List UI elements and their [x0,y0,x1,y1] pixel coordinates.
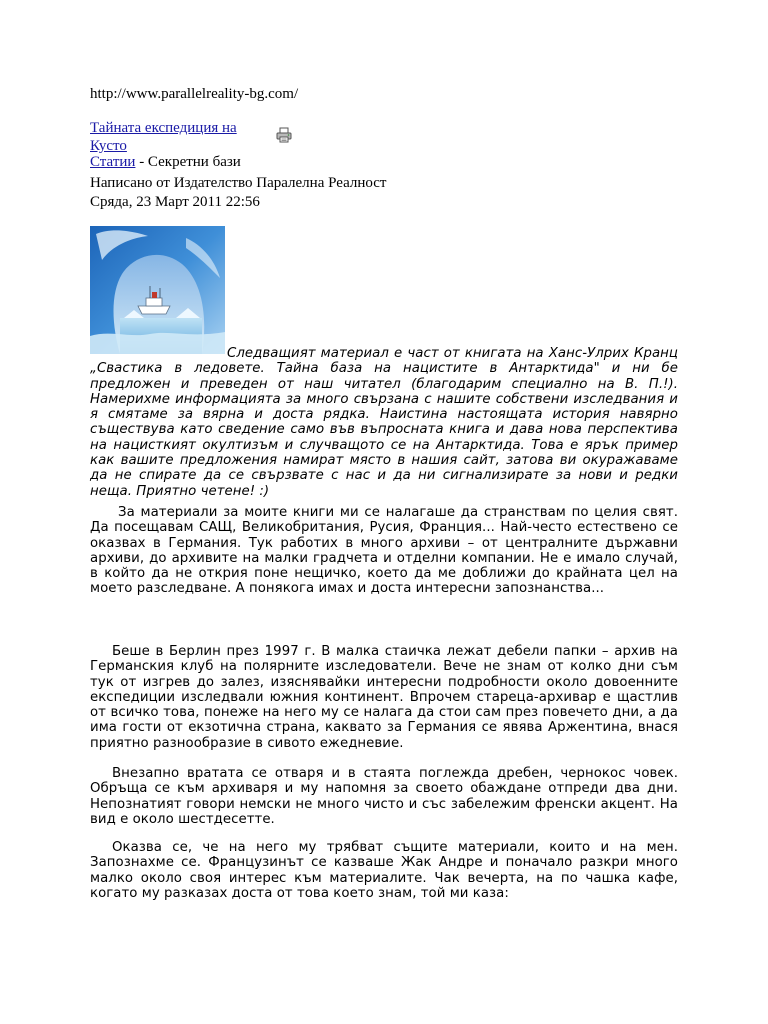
author-line: Написано от Издателство Паралелна Реалност [90,175,387,191]
category-line [90,153,241,171]
body-paragraph-3: Внезапно вратата се отваря и в стаята поглежда дребен, чернокос човек. Обръща се към архиваря и му напомня за своето обаждане отпреди два дни. Непознатият говори немски не много чисто и със забележим френски акцент. На вид е около шестдесетте. [90,766,678,827]
page-url: http://www.parallelreality-bg.com/ [90,86,299,102]
article-title-link[interactable]: Тайната експедиция на Кусто [90,120,237,154]
body-paragraph-1: За материали за моите книги ми се налагаше да странствам по целия свят. Да посещавам САЩ, Великобритания, Русия, Франция... Най-често естествено се оказвах в Германия. Тук работих в много архиви – от централните държавни архиви, до архивите на малки градчета и отделни компании. Не е имало случай, в който да не открия поне нещичко, което да ме доближи до крайната цел на моето разследване. А понякога имах и доста интересни запознанства... [90,505,678,597]
body-paragraph-4: Оказва се, че на него му трябват същите материали, които и на мен. Запознахме се. Французинът се казваше Жак Андре и поначало разкри много малко около своя интерес към материалите. Чак вечерта, на по чашка кафе, когато му разказах доста от това което знам, той ми каза: [90,840,678,901]
date-line: Сряда, 23 Март 2011 22:56 [90,194,260,210]
body-paragraph-2: Беше в Берлин през 1997 г. В малка стаичка лежат дебели папки – архив на Германския клуб на полярните изследователи. Вече не знам от колко дни съм тук от изгрев до залез, изяснявайки интересни подробности около довоенните експедиции изследвали южния континент. Впрочем старецa-архивар е щастлив от всичко това, понеже на него му се налага да стои сам през повечето дни, а да има гости от екзотична страна, каквато за Германия се явява Аржентина, внася приятно разнообразие в сивото ежедневие. [90,644,678,751]
category-link[interactable]: Статии [90,154,136,170]
category-subtitle: - Секретни бази [135,154,241,170]
ice-cave-ship-painting [90,226,225,354]
intro-paragraph: Следващият материал е част от книгата на Ханс-Улрих Кранц „Свастика в ледовете. Тайна база на нацистите в Антарктида" и ни бе предложен и преведен от наш читател (благодарим специално на В. П.!). Намерихме информацията за много свързана с нашите собствени изследвания и я смятаме за вярна и доста рядка. Наистина настоящата история навярно съществува като сведение само във въпросната книга и дава нова перспектива на нацисткият окултизъм и случващото се на Антарктида. Това е ярък пример как вашите предложения намират място в нашия сайт, затова ви окуражаваме да не спирате да се свързвате с нас и да ни сигнализирате за нови и редки неща. Приятно четене! :) [90,346,678,499]
printer-icon[interactable] [276,127,292,143]
